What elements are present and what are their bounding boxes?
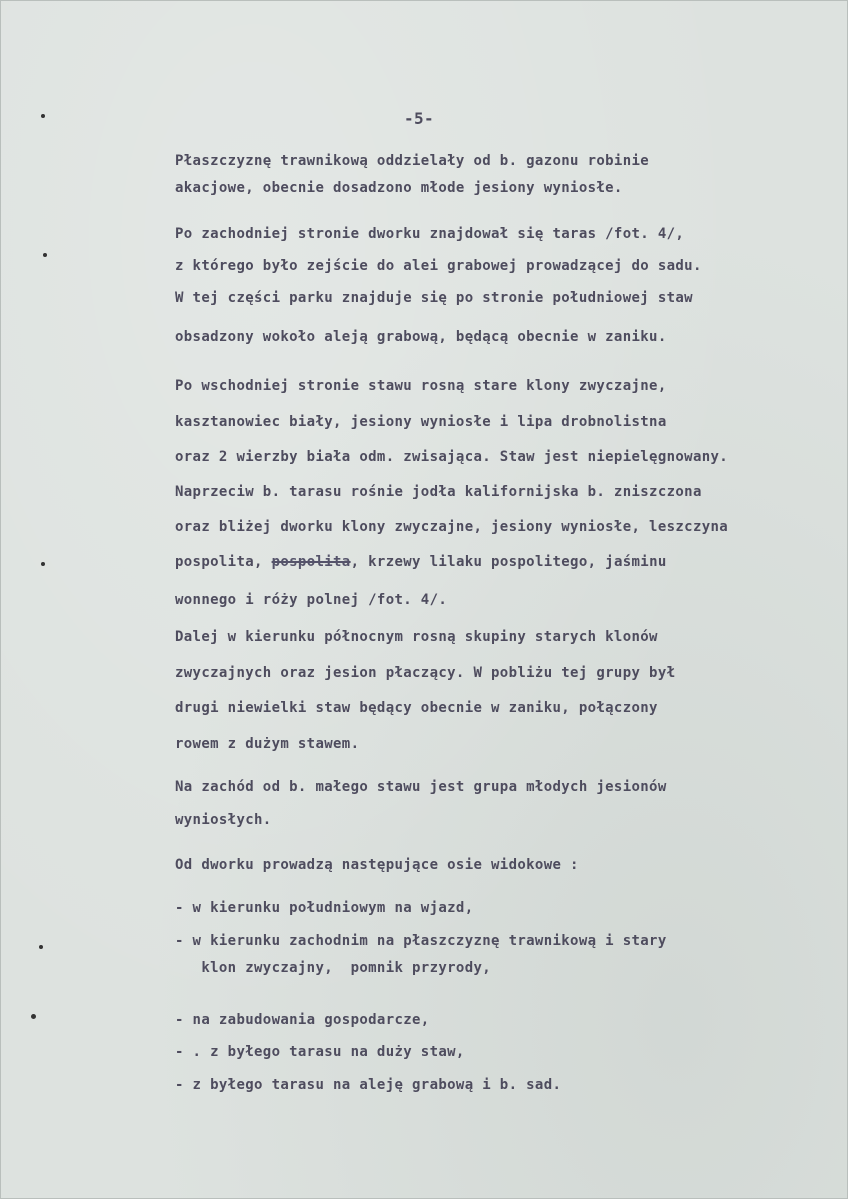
list-item: - na zabudowania gospodarcze,: [175, 1012, 430, 1028]
list-item: - z byłego tarasu na aleję grabową i b. sad.: [175, 1077, 562, 1093]
text-line: drugi niewielki staw będący obecnie w zaniku, połączony: [175, 700, 658, 716]
list-item-continuation: klon zwyczajny, pomnik przyrody,: [175, 960, 492, 976]
text-line: akacjowe, obecnie dosadzono młode jesiony wyniosłe.: [175, 180, 623, 196]
text-line: Po zachodniej stronie dworku znajdował się taras /fot. 4/,: [175, 226, 685, 242]
text-line: obsadzony wokoło aleją grabową, będącą obecnie w zaniku.: [175, 329, 667, 345]
margin-dot: [41, 114, 45, 118]
text-line: wyniosłych.: [175, 812, 272, 828]
list-item: - w kierunku zachodnim na płaszczyznę trawnikową i stary: [175, 933, 667, 949]
text-line: W tej części parku znajduje się po stronie południowej staw: [175, 290, 693, 306]
text-line: Od dworku prowadzą następujące osie widokowe :: [175, 857, 579, 873]
text-line: wonnego i róży polnej /fot. 4/.: [175, 592, 448, 608]
margin-dot: [31, 1014, 36, 1019]
text-line: z którego było zejście do alei grabowej prowadzącej do sadu.: [175, 258, 702, 274]
text-line: Po wschodniej stronie stawu rosną stare klony zwyczajne,: [175, 378, 667, 394]
text-line: Płaszczyznę trawnikową oddzielały od b. gazonu robinie: [175, 153, 650, 169]
text-line: Dalej w kierunku północnym rosną skupiny starych klonów: [175, 629, 658, 645]
margin-dot: [41, 562, 45, 566]
struck-word: pospolita: [271, 554, 351, 570]
list-item: - . z byłego tarasu na duży staw,: [175, 1044, 465, 1060]
text-segment: , krzewy lilaku pospolitego, jaśminu: [350, 554, 667, 570]
list-item: - w kierunku południowym na wjazd,: [175, 900, 474, 916]
text-line: zwyczajnych oraz jesion płaczący. W pobliżu tej grupy był: [175, 665, 676, 681]
text-line-with-strikeout: [175, 553, 667, 571]
margin-dot: [39, 945, 43, 949]
page-number: -5-: [404, 109, 434, 128]
margin-dot: [43, 253, 47, 257]
text-line: rowem z dużym stawem.: [175, 736, 360, 752]
text-line: kasztanowiec biały, jesiony wyniosłe i lipa drobnolistna: [175, 414, 667, 430]
text-line: Naprzeciw b. tarasu rośnie jodła kalifornijska b. zniszczona: [175, 484, 702, 500]
text-line: Na zachód od b. małego stawu jest grupa młodych jesionów: [175, 779, 667, 795]
text-line: oraz 2 wierzby biała odm. zwisająca. Staw jest niepielęgnowany.: [175, 449, 729, 465]
text-line: oraz bliżej dworku klony zwyczajne, jesiony wyniosłe, leszczyna: [175, 519, 729, 535]
text-segment: pospolita,: [175, 554, 272, 570]
